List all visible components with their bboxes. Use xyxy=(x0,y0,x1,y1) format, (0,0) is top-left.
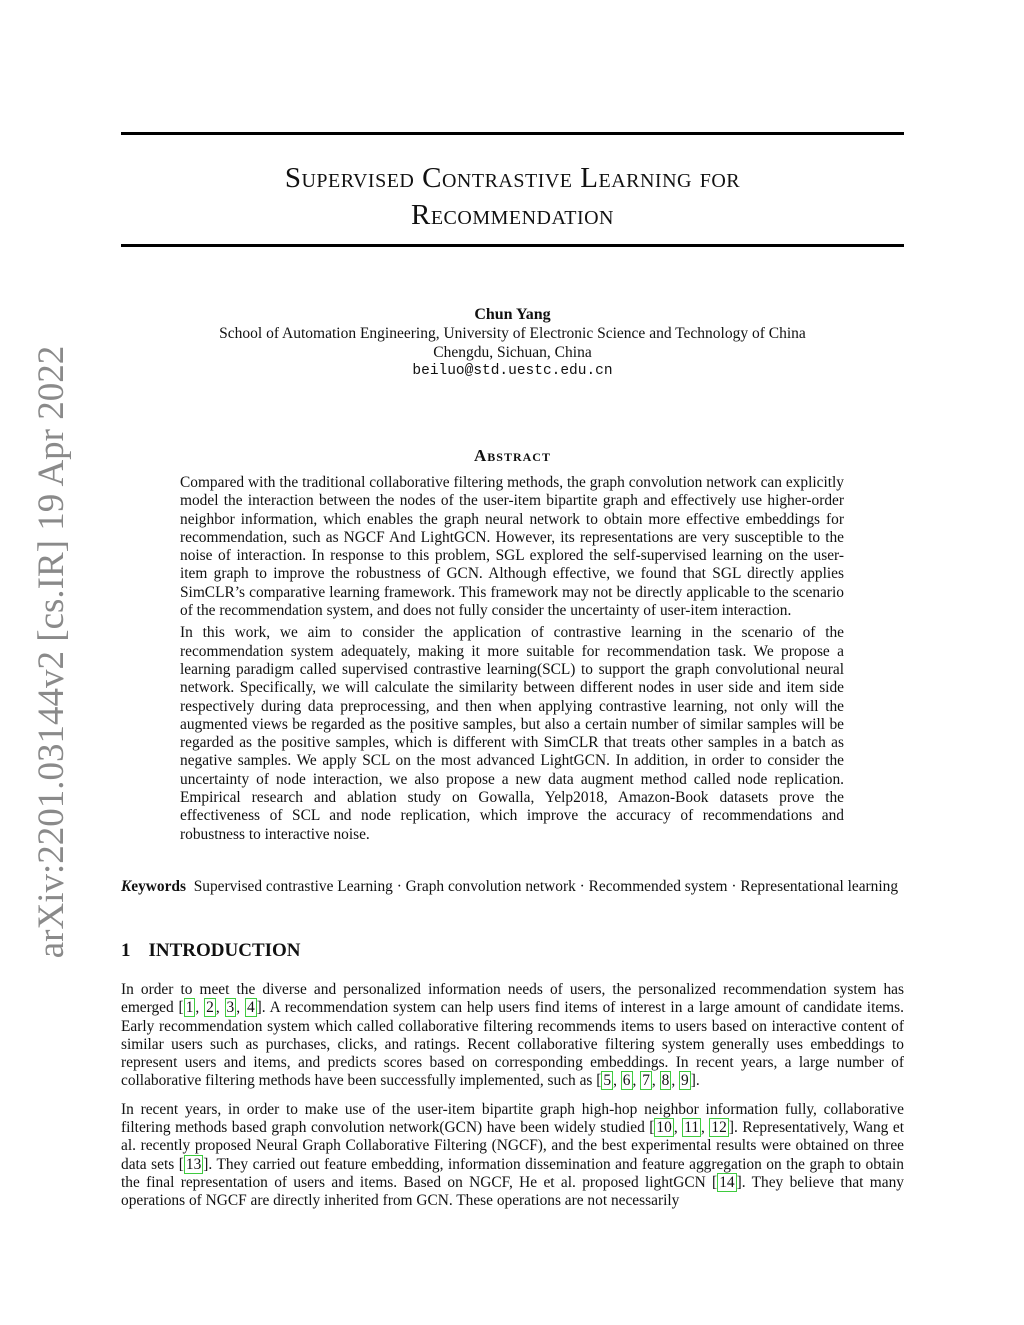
author-name: Chun Yang xyxy=(474,306,551,323)
citation-link[interactable]: 6 xyxy=(622,1072,631,1090)
keywords-text: Supervised contrastive Learning · Graph convolution network · Recommended system · Representational learning xyxy=(193,878,899,895)
intro-paragraph-2: In recent years, in order to make use of the user-item bipartite graph high-hop neighbor information fully, collaborative filtering methods based graph convolution network(GCN) have been widely studied [ 10 , 11 , 12 ]. Representatively, Wang et al. recently proposed Neural Graph Collaborative Filtering (NGCF), and the best experimental results were obtained on three data sets [ 13 ]. They carried out feature embedding, information dissemination and feature aggregation on the graph to obtain the final representation of users and items. Based on NGCF, He et al. proposed lightGCN [ 14 ]. They believe that many operations of NGCF are directly inherited from GCN. These operations are not necessarily xyxy=(121,1100,904,1210)
abstract-paragraph-1: Compared with the traditional collaborative filtering methods, the graph convolution network can explicitly model the interaction between the nodes of the user-item bipartite graph and effectively use higher-order neighbor information, which enables the graph neural network to obtain more effective embeddings for recommendation, such as NGCF And LightGCN. However, its representations are very susceptible to the noise of interaction. In response to this problem, SGL explored the self-supervised learning on the user-item graph to improve the robustness of GCN. Although effective, we found that SGL directly applies SimCLR’s comparative learning framework. This framework may not be directly applicable to the scenario of the recommendation system, and does not fully consider the uncertainty of user-item interaction. xyxy=(180,474,844,620)
citation-link[interactable]: 8 xyxy=(661,1072,670,1090)
abstract-paragraph-2: In this work, we aim to consider the application of contrastive learning in the scenario of the recommendation system adequately, making it more suitable for recommendation task. We propose a learning paradigm called supervised contrastive learning(SCL) to support the graph convolutional neural network. Specifically, we will calculate the similarity between different nodes in user side and item side respectively during data preprocessing, and then when applying contrastive learning, not only will the augmented views be regarded as the positive samples, but also a certain number of similar samples will be regarded as the positive samples, which is different with SimCLR that treats other samples in a batch as negative samples. We apply SCL on the most advanced LightGCN. In addition, in order to consider the uncertainty of node interaction, we also propose a new data augment method called node replication. Empirical research and ablation study on Gowalla, Yelp2018, Amazon-Book datasets prove the effectiveness of SCL and node replication, which improve the accuracy of recommendations and robustness to interactive noise. xyxy=(180,624,844,843)
title-rule-top xyxy=(121,132,904,135)
citation-link[interactable]: 13 xyxy=(185,1155,202,1173)
section-heading-introduction xyxy=(121,940,301,962)
citation-link[interactable]: 14 xyxy=(719,1173,735,1191)
keywords-label: Keywords xyxy=(121,878,186,895)
citation-link[interactable]: 10 xyxy=(656,1119,672,1137)
keywords xyxy=(121,878,904,896)
citation-link[interactable]: 9 xyxy=(681,1072,689,1090)
introduction-body xyxy=(121,981,904,1221)
arxiv-sidebar-stamp: arXiv:2201.03144v2 [cs.IR] 19 Apr 2022 xyxy=(31,345,72,959)
title-rule-bottom xyxy=(121,244,904,247)
section-title: INTRODUCTION xyxy=(148,940,301,961)
citation-link[interactable]: 1 xyxy=(185,999,194,1017)
citation-link[interactable]: 3 xyxy=(226,999,235,1017)
intro-paragraph-1: In order to meet the diverse and personalized information needs of users, the personalized recommendation system has emerged [ 1 , 2 , 3 , 4 ]. A recommendation system can help users find items of interest in a large amount of candidate items. Early recommendation system which called collaborative filtering recommends items to users based on interactive content of similar users such as purchases, clicks, and ratings. Recent collaborative filtering system generally uses embeddings to represent users and items, and predicts scores based on corresponding embeddings. In recent years, a large number of collaborative filtering methods have been successfully implemented, such as [ 5 , 6 , 7 , 8 , 9 ]. xyxy=(121,981,904,1090)
abstract-body xyxy=(180,474,844,848)
title-line-1: Supervised Contrastive Learning for xyxy=(284,162,741,194)
title-line-2: Recommendation xyxy=(410,199,614,231)
paper-title xyxy=(121,160,904,234)
author-affiliation: School of Automation Engineering, University of Electronic Science and Technology of China xyxy=(219,325,806,342)
citation-link[interactable]: 4 xyxy=(246,999,255,1017)
citation-link[interactable]: 5 xyxy=(603,1072,612,1090)
citation-link[interactable]: 11 xyxy=(684,1119,700,1137)
citation-link[interactable]: 12 xyxy=(711,1119,727,1137)
author-block xyxy=(121,305,904,381)
author-location: Chengdu, Sichuan, China xyxy=(433,344,592,361)
citation-link[interactable]: 7 xyxy=(642,1072,650,1090)
section-number: 1 xyxy=(121,940,131,961)
author-email[interactable]: beiluo@std.uestc.edu.cn xyxy=(412,363,613,379)
abstract-heading: Abstract xyxy=(474,446,551,465)
citation-link[interactable]: 2 xyxy=(206,999,214,1017)
